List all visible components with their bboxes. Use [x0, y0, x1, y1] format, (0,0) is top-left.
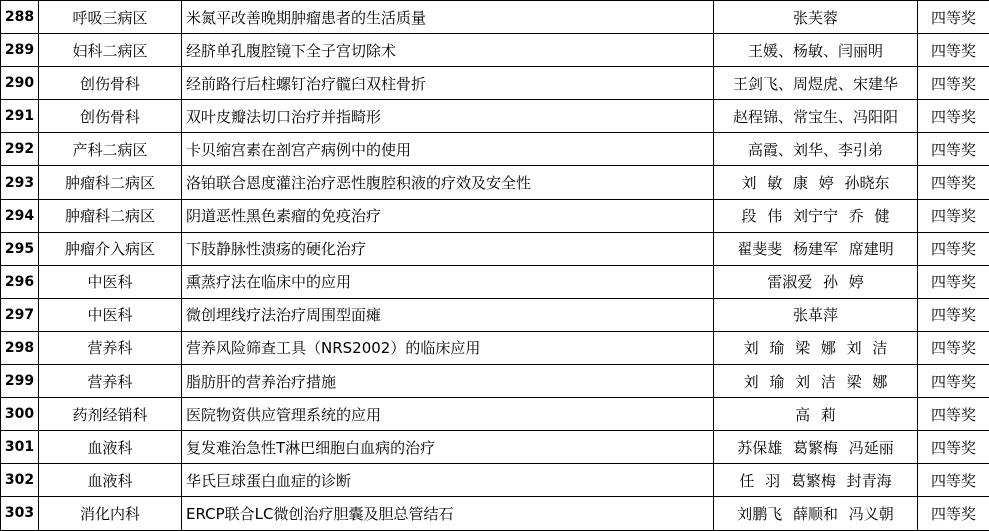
award-level-cell: 四等奖 [918, 298, 989, 331]
table-row [1, 431, 989, 464]
authors-cell: 雷淑爱 孙 婷 [714, 265, 918, 298]
row-number-cell: 294 [1, 199, 39, 232]
row-number-cell: 288 [1, 1, 39, 34]
award-level-cell: 四等奖 [918, 497, 989, 530]
table-row [1, 398, 989, 431]
award-level-cell: 四等奖 [918, 34, 989, 67]
department-cell: 产科二病区 [39, 133, 182, 166]
row-number-cell: 291 [1, 100, 39, 133]
award-level-cell: 四等奖 [918, 100, 989, 133]
authors-cell: 刘鹏飞 薛顺和 冯义朝 [714, 497, 918, 530]
authors-cell: 苏保雄 葛繁梅 冯延丽 [714, 431, 918, 464]
award-table-body [1, 1, 989, 531]
table-row [1, 199, 989, 232]
department-cell: 创伤骨科 [39, 67, 182, 100]
authors-cell: 刘 敏 康 婷 孙晓东 [714, 166, 918, 199]
authors-cell: 王剑飞、周煜虎、宋建华 [714, 67, 918, 100]
department-cell: 创伤骨科 [39, 100, 182, 133]
row-number-cell: 301 [1, 431, 39, 464]
project-title-cell: 下肢静脉性溃疡的硬化治疗 [182, 232, 714, 265]
authors-cell: 段 伟 刘宁宁 乔 健 [714, 199, 918, 232]
project-title-cell: 双叶皮瓣法切口治疗并指畸形 [182, 100, 714, 133]
table-row [1, 497, 989, 530]
table-row [1, 365, 989, 398]
row-number-cell: 299 [1, 365, 39, 398]
department-cell: 中医科 [39, 265, 182, 298]
department-cell: 营养科 [39, 365, 182, 398]
award-level-cell: 四等奖 [918, 232, 989, 265]
project-title-cell: 熏蒸疗法在临床中的应用 [182, 265, 714, 298]
award-level-cell: 四等奖 [918, 398, 989, 431]
project-title-cell: 复发难治急性T淋巴细胞白血病的治疗 [182, 431, 714, 464]
department-cell: 药剂经销科 [39, 398, 182, 431]
department-cell: 消化内科 [39, 497, 182, 530]
row-number-cell: 293 [1, 166, 39, 199]
award-level-cell: 四等奖 [918, 67, 989, 100]
table-row [1, 464, 989, 497]
table-row [1, 133, 989, 166]
table-row [1, 100, 989, 133]
project-title-cell: 洛铂联合恩度灌注治疗恶性腹腔积液的疗效及安全性 [182, 166, 714, 199]
department-cell: 中医科 [39, 298, 182, 331]
department-cell: 肿瘤科二病区 [39, 199, 182, 232]
table-row [1, 34, 989, 67]
authors-cell: 赵程锦、常宝生、冯阳阳 [714, 100, 918, 133]
table-row [1, 265, 989, 298]
department-cell: 血液科 [39, 431, 182, 464]
project-title-cell: 营养风险筛查工具（NRS2002）的临床应用 [182, 331, 714, 364]
department-cell: 肿瘤介入病区 [39, 232, 182, 265]
authors-cell: 刘 瑜 刘 洁 梁 娜 [714, 365, 918, 398]
row-number-cell: 300 [1, 398, 39, 431]
row-number-cell: 292 [1, 133, 39, 166]
project-title-cell: 阴道恶性黑色素瘤的免疫治疗 [182, 199, 714, 232]
authors-cell: 刘 瑜 梁 娜 刘 洁 [714, 331, 918, 364]
authors-cell: 张革萍 [714, 298, 918, 331]
award-level-cell: 四等奖 [918, 1, 989, 34]
award-level-cell: 四等奖 [918, 199, 989, 232]
row-number-cell: 295 [1, 232, 39, 265]
project-title-cell: 卡贝缩宫素在剖宫产病例中的使用 [182, 133, 714, 166]
table-row [1, 331, 989, 364]
table-row [1, 166, 989, 199]
department-cell: 妇科二病区 [39, 34, 182, 67]
department-cell: 血液科 [39, 464, 182, 497]
project-title-cell: ERCP联合LC微创治疗胆囊及胆总管结石 [182, 497, 714, 530]
table-row [1, 67, 989, 100]
row-number-cell: 297 [1, 298, 39, 331]
project-title-cell: 脂肪肝的营养治疗措施 [182, 365, 714, 398]
project-title-cell: 华氏巨球蛋白血症的诊断 [182, 464, 714, 497]
row-number-cell: 289 [1, 34, 39, 67]
row-number-cell: 303 [1, 497, 39, 530]
authors-cell: 张芙蓉 [714, 1, 918, 34]
row-number-cell: 290 [1, 67, 39, 100]
department-cell: 营养科 [39, 331, 182, 364]
authors-cell: 任 羽 葛繁梅 封青海 [714, 464, 918, 497]
authors-cell: 王媛、杨敏、闫丽明 [714, 34, 918, 67]
department-cell: 肿瘤科二病区 [39, 166, 182, 199]
table-row [1, 232, 989, 265]
award-level-cell: 四等奖 [918, 265, 989, 298]
project-title-cell: 微创埋线疗法治疗周围型面瘫 [182, 298, 714, 331]
project-title-cell: 米氮平改善晚期肿瘤患者的生活质量 [182, 1, 714, 34]
project-title-cell: 医院物资供应管理系统的应用 [182, 398, 714, 431]
project-title-cell: 经前路行后柱螺钉治疗髋臼双柱骨折 [182, 67, 714, 100]
table-row [1, 1, 989, 34]
department-cell: 呼吸三病区 [39, 1, 182, 34]
authors-cell: 高 莉 [714, 398, 918, 431]
award-level-cell: 四等奖 [918, 431, 989, 464]
award-level-cell: 四等奖 [918, 133, 989, 166]
table-row [1, 298, 989, 331]
row-number-cell: 298 [1, 331, 39, 364]
authors-cell: 翟斐斐 杨建军 席建明 [714, 232, 918, 265]
award-level-cell: 四等奖 [918, 464, 989, 497]
row-number-cell: 296 [1, 265, 39, 298]
authors-cell: 高霞、刘华、李引弟 [714, 133, 918, 166]
row-number-cell: 302 [1, 464, 39, 497]
project-title-cell: 经脐单孔腹腔镜下全子宫切除术 [182, 34, 714, 67]
award-level-cell: 四等奖 [918, 331, 989, 364]
award-level-cell: 四等奖 [918, 365, 989, 398]
award-level-cell: 四等奖 [918, 166, 989, 199]
